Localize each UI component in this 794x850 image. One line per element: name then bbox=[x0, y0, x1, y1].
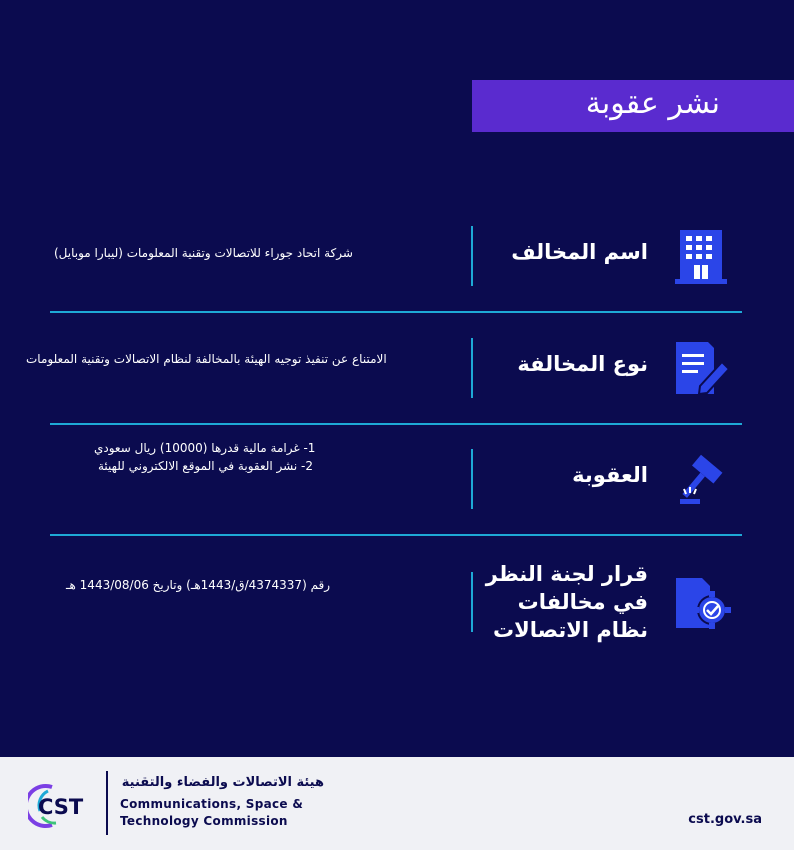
row-horizontal-divider bbox=[50, 534, 742, 536]
row-value-line: 1- غرامة مالية قدرها (10000) ريال سعودي bbox=[94, 441, 316, 455]
row-horizontal-divider bbox=[50, 311, 742, 313]
row-violation-type bbox=[0, 338, 794, 424]
row-label: اسم المخالف bbox=[511, 240, 648, 264]
row-vertical-divider bbox=[471, 449, 473, 509]
org-name-english-line2: Technology Commission bbox=[120, 814, 288, 828]
footer bbox=[0, 757, 794, 850]
building-icon bbox=[674, 228, 728, 286]
row-label-line: قرار لجنة النظر bbox=[485, 562, 648, 586]
row-label-line: نظام الاتصالات bbox=[493, 618, 648, 642]
row-value-line: 2- نشر العقوبة في الموقع الالكتروني للهيئة bbox=[98, 459, 314, 473]
row-committee-decision bbox=[0, 560, 794, 660]
document-gear-check-icon bbox=[674, 574, 734, 634]
row-vertical-divider bbox=[471, 572, 473, 632]
cst-logo-icon bbox=[28, 781, 94, 831]
row-penalty bbox=[0, 441, 794, 535]
row-value: شركة اتحاد جوراء للاتصالات وتقنية المعلومات (ليبارا موبايل) bbox=[54, 246, 353, 260]
row-horizontal-divider bbox=[50, 423, 742, 425]
page-title: نشر عقوبة bbox=[585, 86, 720, 121]
title-banner bbox=[472, 80, 794, 132]
row-label-line: في مخالفات bbox=[517, 590, 648, 614]
row-label: العقوبة bbox=[572, 463, 648, 487]
logo-text: CST bbox=[38, 795, 84, 819]
gavel-icon bbox=[674, 451, 732, 509]
website-link[interactable]: cst.gov.sa bbox=[688, 812, 762, 827]
row-vertical-divider bbox=[471, 338, 473, 398]
document-pen-icon bbox=[674, 340, 732, 398]
row-value: رقم (4374337/ق/1443هـ) وتاريخ 1443/08/06 هـ bbox=[66, 578, 331, 592]
org-name-arabic: هيئة الاتصالات والفضاء والتقنية bbox=[121, 775, 324, 790]
row-label: نوع المخالفة bbox=[517, 352, 648, 376]
row-vertical-divider bbox=[471, 226, 473, 286]
row-violator-name bbox=[0, 226, 794, 312]
org-name-english-line1: Communications, Space & bbox=[120, 797, 304, 811]
row-value: الامتناع عن تنفيذ توجيه الهيئة بالمخالفة لنظام الاتصالات وتقنية المعلومات bbox=[26, 352, 387, 366]
footer-divider bbox=[106, 771, 108, 835]
